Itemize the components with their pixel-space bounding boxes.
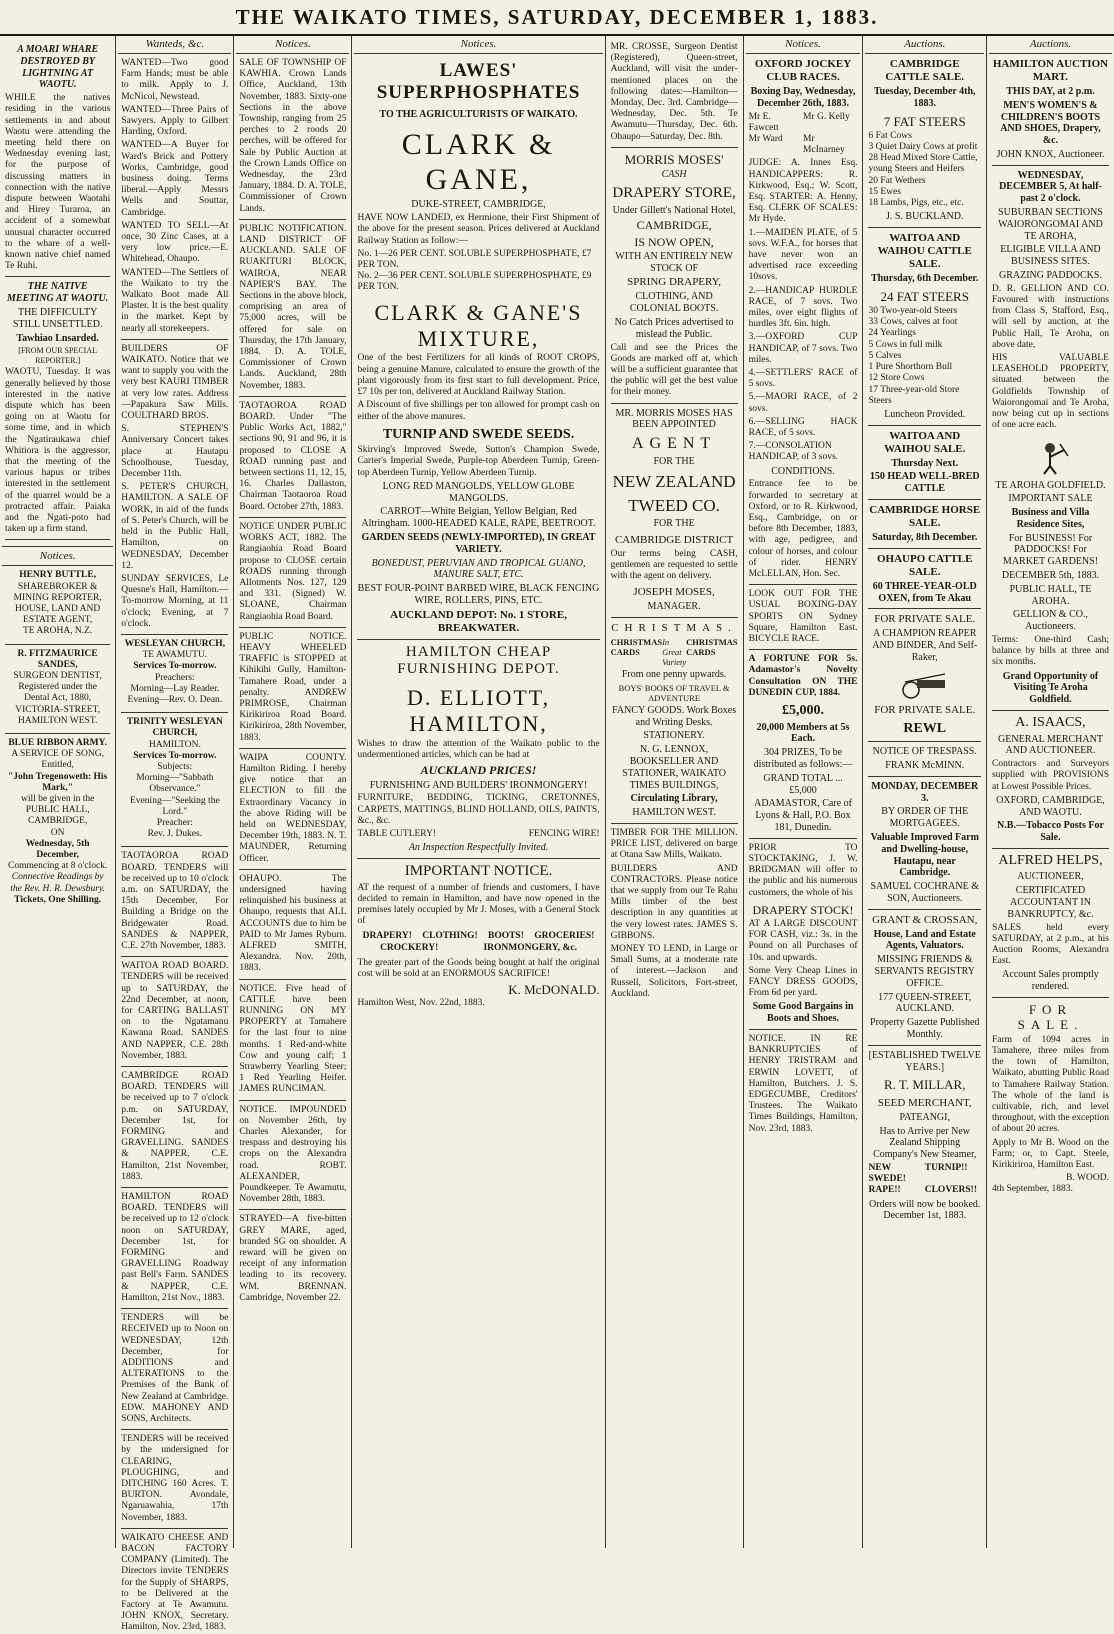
prize: £5,000. <box>782 703 825 719</box>
notices-title-4: Notices. <box>354 38 602 54</box>
column-2 <box>116 36 234 1633</box>
steers-list-0: 6 Fat Cows <box>868 130 912 141</box>
important-text: AT the request of a number of friends and customers, I have decided to remain in Hamilton, and have now opened in the premises lately occupied by Mr J. Moses, with a General Stock of <box>357 882 600 927</box>
race-5: 5.—MAORI RACE, of 2 sovs. <box>748 392 858 414</box>
trinity-6: Preacher: <box>156 817 193 828</box>
wanted-1: WANTED—Two good Farm Hands; must be able to milk. Apply to J. McNicol, Newstead. <box>121 57 229 102</box>
elliott-name: D. ELLIOTT, HAMILTON, <box>406 685 551 737</box>
story-lightning: WHILE the natives residing in the various settlements in and about Waotu were attending the meeting held there on Wednesday evening last, for the purpose of discussing matters in connection with the native dispute between Waotahi and Hirey Turaroa, an accident of a somewhat unusual character occurred to the whare of a well-known native chief named Te Ruhi. <box>5 93 111 272</box>
auctions-title-8: Auctions. <box>989 38 1112 54</box>
ryegrass: Has to Arrive per New Zealand Shipping Company's New Steamer, <box>873 1125 977 1161</box>
heading-native-meeting: THE NATIVE MEETING AT WAOTU. <box>7 281 109 305</box>
wire: BEST FOUR-POINT BARBED WIRE, BLACK FENCING WIRE, ROLLERS, PINS, ETC. <box>357 583 600 606</box>
wanted-3: WANTED—A Buyer for Ward's Brick and Pottery Works, Cambridge, good business doing. Terms liberal.—Apply Messrs Wells and Souttar, Cambridge. <box>121 140 229 218</box>
buckland-1: J. S. BUCKLAND. <box>885 211 964 223</box>
public-hall: PUBLIC HALL, TE AROHA. <box>1009 583 1092 607</box>
guano: BONEDUST, PERUVIAN AND TROPICAL GUANO, MANURE SALT, ETC. <box>371 557 586 581</box>
wanted-4: WANTED TO SELL—At once, 30 Zinc Cases, at a very low price.—E. Whitehead, Ohaupo. <box>121 220 229 265</box>
price-1: No. 1—26 PER CENT. SOLUBLE SUPERPHOSPHATE, £7 PER TON. <box>357 248 592 270</box>
ad-sandes-0: R. FITZMAURICE SANDES, <box>17 648 98 670</box>
race-1: 1.—MAIDEN PLATE, of 5 sovs. W.F.A., for horses that have never won an advertised race exceeding 10sovs. <box>748 227 858 283</box>
wesleyan-3: Preachers: <box>155 672 195 683</box>
firm-address: DUKE-STREET, CAMBRIDGE, <box>411 199 546 211</box>
ad-blue-ribbon <box>5 738 110 906</box>
terms-8: Terms: One-third Cash; balance by bills at three and six months. <box>991 635 1109 668</box>
carrot: CARROT—White Belgian, Yellow Belgian, Red Altringham. 1000-HEADED KALE, RAPE, BEETROOT. <box>361 506 596 530</box>
race-3: 3.—OXFORD CUP HANDICAP, of 7 sovs. Two miles. <box>748 332 858 365</box>
fat-steers: 7 FAT STEERS <box>883 113 966 129</box>
library: Circulating Library, <box>630 793 718 805</box>
gazette: Property Gazette Published Monthly. <box>870 1017 980 1041</box>
ad-blue-1: A SERVICE OF SONG, <box>11 749 104 760</box>
column-5 <box>606 36 744 1548</box>
firm-name: CLARK & GANE, <box>401 127 556 196</box>
ad-blue-4: will be given in the <box>20 793 95 804</box>
agent: AGENT <box>631 435 717 453</box>
private-sale-2: FOR PRIVATE SALE. <box>874 703 976 716</box>
orders: Orders will now be booked. December 1st, 1883. <box>869 1198 981 1222</box>
steers-list-1: 3 Quiet Dairy Cows at profit <box>868 142 978 153</box>
stock-word-2: BOOTS! <box>487 931 524 942</box>
fancy-goods: FANCY GOODS. Work Boxes and Writing Desks. <box>612 704 737 728</box>
tender-cambridge: CAMBRIDGE ROAD BOARD. TENDERS will be received up to 7 o'clock p.m. on SATURDAY, December 1st, for FORMING and GRAVELLING. SANDES & NAPPER, C.E. Hamilton, 21st November, 1883. <box>121 1071 229 1182</box>
trinity-2: Services To-morrow. <box>133 750 217 761</box>
for-sale: FOR SALE. <box>1017 1002 1084 1033</box>
morris-heading: MORRIS MOSES' <box>624 151 724 167</box>
boots-clothing: MEN'S WOMEN'S & CHILDREN'S BOOTS AND SHOES, Drapery, &c. <box>1000 99 1101 147</box>
column-3 <box>234 36 352 1548</box>
steers-list-2: 28 Head Mixed Store Cattle, young Steers and Heifers <box>868 153 978 175</box>
money: MONEY TO LEND, in Large or Small Sums, at a moderate rate of interest.—Jackson and Russell, Solicitors, Fort-street, Auckland. <box>610 944 738 999</box>
heading-lightning: A MOARI WHARE DESTROYED BY LIGHTNING AT WAOTU. <box>17 44 99 91</box>
steers2-2: 24 Yearlings <box>868 328 916 339</box>
reaper-engraving-icon <box>895 668 955 700</box>
turnip-heading: TURNIP AND SWEDE SEEDS. <box>382 426 575 442</box>
clothing: CLOTHING, AND COLONIAL BOOTS. <box>629 291 719 315</box>
tweed-co: TWEED CO. <box>628 495 720 515</box>
notice-public-works: NOTICE UNDER PUBLIC WORKS ACT, 1882. The Rangiaohia Road Board propose to CLOSE certain ROADS running through Allotments Nos. 127, 129 and 331. (Signed) W. SLOANE, Chairman Rangiaohia Road Board. <box>239 521 347 622</box>
drapery-stock: DRAPERY STOCK! <box>752 902 854 917</box>
steers2-4: 5 Calves <box>868 350 902 361</box>
ad-builders: BUILDERS OF WAIKATO. Notice that we want to supply you with the very best KAURI TIMBER at very low rates. Address—Papakura Saw Mills. COULTHARD BROS. <box>121 343 229 422</box>
ad-stephens: S. STEPHEN'S Anniversary Concert takes place at Hautapu Schoolhouse, Tuesday, December 11th. <box>121 424 229 480</box>
trinity-0: TRINITY WESLEYAN CHURCH, <box>126 717 223 739</box>
pateangi: PATEANGI, <box>899 1111 950 1123</box>
oxford-cambridge: OXFORD, CAMBRIDGE, AND WAOTU. <box>996 794 1105 818</box>
horse-rewl: REWL <box>903 720 947 736</box>
members: 20,000 Members at 5s Each. <box>756 721 850 745</box>
reaper: A CHAMPION REAPER AND BINDER, And Self-Raker, <box>872 628 978 663</box>
cattle-sale: CAMBRIDGE CATTLE SALE. <box>885 57 965 83</box>
sales: SALES held every SATURDAY, at 2 p.m., at his Auction Rooms, Alexandra East. <box>991 922 1109 967</box>
ironmongery: FURNISHING AND BUILDERS' IRONMONGERY! <box>369 779 588 791</box>
column-1 <box>0 36 116 1548</box>
ohaupo-sale: OHAUPO CATTLE SALE. <box>877 552 973 578</box>
stock-word-1: CLOTHING! <box>422 931 478 942</box>
ad-blue-7: Wednesday, 5th December, <box>25 838 90 860</box>
stock-word-4: CROCKERY! <box>380 942 439 953</box>
cards-row <box>611 637 738 667</box>
byline: [FROM OUR SPECIAL REPORTER.] <box>18 346 97 365</box>
columns <box>0 36 1114 1633</box>
tuesday: Tuesday, December 4th, 1883. <box>873 85 976 109</box>
prizes: 304 PRIZES, To be distributed as follows:— <box>753 747 853 770</box>
christmas: CHRISTMAS. <box>611 622 737 635</box>
seed-3: CLOVERS!! <box>924 1185 977 1196</box>
lawes-heading: LAWES' SUPERPHOSPHATES <box>376 59 581 104</box>
registry: MISSING FRIENDS & SERVANTS REGISTRY OFFICE. <box>874 954 975 989</box>
thursday-next: Thursday Next. <box>891 457 959 469</box>
wanted-2: WANTED—Three Pairs of Sawyers. Apply to Gilbert Harding, Oxford. <box>121 104 229 138</box>
fancy-dress: Some Very Cheap Lines in FANCY DRESS GOODS, From 6d per yard. <box>748 965 858 999</box>
steers2-3: 5 Cows in full milk <box>868 339 943 350</box>
apply: Apply to Mr B. Wood on the Farm; or, to Capt. Steele, Kirikiriroa, Hamilton East. <box>991 1137 1109 1170</box>
important-heading: IMPORTANT NOTICE. <box>404 862 553 879</box>
wesleyan-5: Evening—Rev. O. Dean. <box>127 694 223 705</box>
wesleyan-2: Services To-morrow. <box>133 661 217 672</box>
ad-sandes <box>5 649 110 727</box>
monday-dec3: MONDAY, DECEMBER 3. <box>871 780 979 804</box>
cash: CASH <box>661 169 687 181</box>
stewards <box>749 112 858 157</box>
saturday: Saturday, 8th December. <box>872 531 978 543</box>
fat-steers-2: 24 FAT STEERS <box>880 288 969 304</box>
adamastor-address: ADAMASTOR, Care of Lyons & Hall, P.O. Box 181, Dunedin. <box>754 798 852 833</box>
contractors: Contractors and Surveyors supplied with PROVISIONS at Lowest Possible Prices. <box>991 759 1109 792</box>
tender-clearing: TENDERS will be received by the undersigned for CLEARING, PLOUGHING, and DITCHING 160 Acres. T. BURTON. Avondale, Ngaruawahia, 17th November, 1883. <box>121 1434 229 1523</box>
masthead <box>0 0 1114 36</box>
seed-2: RAPE!! <box>868 1185 901 1196</box>
steers2-1: 33 Cows, calves at foot <box>868 317 958 328</box>
certified: CERTIFICATED ACCOUNTANT IN BANKRUPTCY, &c. <box>1007 885 1094 920</box>
seed-1: TURNIP!! <box>924 1162 968 1173</box>
wesleyan-1: TE AWAMUTU. <box>142 650 208 661</box>
goldfield: TE AROHA GOLDFIELD. <box>995 479 1106 491</box>
dec-5th: DECEMBER 5th, 1883. <box>1001 570 1100 582</box>
auctioneer: AUCTIONEER, <box>1017 871 1084 883</box>
notice-impounded: NOTICE. IMPOUNDED on November 26th, by Charles Alexander, for trespass and destroying his crops on the Alexandra road. ROBT. ALEXANDER, Poundkeeper. Te Awamutu, November 28th, 1883. <box>239 1104 347 1205</box>
ad-blue-9: Connective Readings by the Rev. H. R. Dewsbury. <box>10 872 106 894</box>
ad-sandes-1: SURGEON DENTIST, <box>13 670 102 681</box>
appointed: MR. MORRIS MOSES HAS BEEN APPOINTED <box>615 407 733 431</box>
timber: TIMBER FOR THE MILLION. PRICE LIST, delivered on barge at Otana Saw Mills, Waikato. <box>610 828 738 861</box>
mortgagees: BY ORDER OF THE MORTGAGEES. <box>881 806 969 830</box>
ad-sunday: SUNDAY SERVICES, Le Quesne's Hall, Hamilton.—To-morrow Morning, at 11 o'clock; Evening, at 7 o'clock. <box>121 573 229 629</box>
notices-title-3: Notices. <box>236 38 349 54</box>
notices-title-6: Notices. <box>746 38 861 54</box>
waitoa-sale: WAITOA AND WAIHOU CATTLE SALE. <box>877 232 972 270</box>
conditions: CONDITIONS. <box>771 465 835 477</box>
column-8 <box>987 36 1114 1548</box>
mixture-heading: CLARK & GANE'S MIXTURE, <box>374 299 583 351</box>
cambridge-word: CAMBRIDGE, <box>636 218 712 233</box>
race-2: 2.—HANDICAP HURDLE RACE, of 7 sovs. Two miles, over eight flights of hurdles 3ft. 6in. high. <box>748 285 858 330</box>
tender-waitoa: WAITOA ROAD BOARD. TENDERS will be received up to SATURDAY, the 22nd December, at noon, for CARTING BALLAST on to the Ngatamanu Kawana Road. SANDES AND NAPPER, C.E. 28th November, 1883. <box>121 961 229 1061</box>
elliott-text: Wishes to draw the attention of the Waikato public to the undermentioned articles, which can be had at <box>357 739 600 761</box>
wanteds-title: Wanteds, &c. <box>118 38 231 54</box>
steward-0: Mr E. Fawcett <box>748 111 779 133</box>
discount: AT A LARGE DISCOUNT FOR CASH, viz.: 3s. in the Pound on all Purchases of 10s. and upwards. <box>748 918 858 963</box>
queen-street: 177 QUEEN-STREET, AUCKLAND. <box>878 991 972 1015</box>
officials: JUDGE: A. Innes Esq. HANDICAPPERS: R. Kirkwood, Esq.; W. Scott, Esq. STARTER: A. Henny, Esq. CLERK OF SCALES: Mr Hyde. <box>748 158 858 225</box>
tender-taotaoroa: TAOTAOROA ROAD BOARD. TENDERS will be received up to 10 o'clock a.m. on SATURDAY, the 15th December, For Building a Bridge on the Bridgewater Road. SANDES & NAPPER, C.E. 27th November, 1883. <box>121 851 229 951</box>
trinity-1: HAMILTON. <box>148 739 201 750</box>
fencing: FENCING WIRE! <box>528 828 600 839</box>
villa-sites: ELIGIBLE VILLA AND BUSINESS SITES. <box>1000 244 1101 268</box>
ad-blue-8: Commencing at 8 o'clock. <box>7 861 108 872</box>
alfred-helps: ALFRED HELPS, <box>998 852 1103 868</box>
steers2-0: 30 Two-year-old Steers <box>868 306 958 317</box>
wood-date: 4th September, 1883. <box>991 1184 1073 1195</box>
for-business: For BUSINESS! For PADDOCKS! For MARKET GARDENS! <box>1002 532 1099 568</box>
ad-buttle <box>5 570 110 637</box>
leasehold: HIS VALUABLE LEASEHOLD PROPERTY, situated between the Goldfields Township of Waiorongomai and Te Aroha, now being cut up in sections of one acre each. <box>991 353 1109 431</box>
stock-word-3: GROCERIES! <box>534 931 595 942</box>
ad-sandes-2: Registered under the Dental Act, 1880, <box>18 682 97 704</box>
manager: MANAGER. <box>647 601 701 613</box>
trinity-3: Subjects: <box>157 761 193 772</box>
terms: Our terms being CASH, gentlemen are requested to settle with the agent on delivery. <box>610 548 738 582</box>
joseph-moses: JOSEPH MOSES, <box>633 586 715 599</box>
stock-word-5: IRONMONGERY, &c. <box>483 942 577 953</box>
ad-blue-10: Tickets, One Shilling. <box>14 894 102 905</box>
sacrifice-text: The greater part of the Goods being bought at half the original cost will be sold at an ENORMOUS SACRIFICE! <box>357 957 600 980</box>
ad-buttle-2: HOUSE, LAND AND ESTATE AGENT, <box>15 603 101 626</box>
drapery-store: DRAPERY STORE, <box>612 184 736 201</box>
mangolds: LONG RED MANGOLDS, YELLOW GLOBE MANGOLDS. <box>382 480 575 504</box>
tender-hamilton: HAMILTON ROAD BOARD. TENDERS will be received up to 12 o'clock noon on SATURDAY, December 1st, for FORMING and GRAVELLING Roadway past Bell's Farm. SANDES & NAPPER, C.E. Hamilton, 21st Nov., 1883. <box>121 1192 229 1303</box>
steward-3: Mr McInarney <box>803 133 845 156</box>
no-catch: No Catch Prices advertised to mislead the Public. <box>614 316 734 340</box>
gellion-text: D. R. GELLION AND CO. Favoured with instructions from Class S, Stafford, Esq., will sell by auction, at the Public Hall, Te Aroha, on above date, <box>991 283 1109 350</box>
notices-title: Notices. <box>2 546 113 566</box>
discount-text: A Discount of five shillings per ton allowed for prompt cash on either of the above manures. <box>357 400 600 422</box>
grant-crossan: GRANT & CROSSAN, <box>872 913 978 926</box>
boys-books: BOYS' BOOKS OF TRAVEL & ADVENTURE <box>618 682 730 703</box>
notice-taotaoroa: TAOTAOROA ROAD BOARD. Under "The Public Works Act, 1882," sections 90, 91 and 96, it is proposed to CLOSE A ROAD running past and between sections 11, 12, 15, 16. Charles Dallaston, Chairman Taotaoroa Road Board. October 27th, 1883. <box>239 400 347 512</box>
cards-2: CHRISTMAS CARDS <box>686 636 738 657</box>
notice-cattle: NOTICE. Five head of CATTLE have been RUNNING ON MY PROPERTY at Tamahere for the last four to nine months. 1 Red-and-white Cow and young calf; 1 Strawberry Yearling Steer; 1 Red Yearling Heifer. JAMES RUNCIMAN. <box>239 983 347 1095</box>
knox: JOHN KNOX, Auctioneer. <box>996 148 1105 160</box>
new-zealand: NEW ZEALAND <box>612 471 736 491</box>
miner-engraving-icon <box>1020 436 1080 476</box>
furniture-list: FURNITURE, BEDDING, TICKING, CRETONNES, CARPETS, MATTINGS, BLIND HOLLAND, OILS, PAINTS, &c., &c. <box>357 793 600 826</box>
penny: From one penny upwards. <box>621 669 727 681</box>
tender-bank: TENDERS will be RECEIVED up to Noon on WEDNESDAY, 12th December, for ADDITIONS and ALTERATIONS to the Premises of the Bank of New Zealand at Cambridge. EDW. MAHONEY AND SONS, Architects. <box>121 1313 229 1424</box>
grant-sub: House, Land and Estate Agents, Valuators. <box>873 928 976 952</box>
ad-peters: S. PETER'S CHURCH, HAMILTON. A SALE OF WORK, in aid of the funds of S. Peter's Church, will be held in the Public Hall, Hamilton, on WEDNESDAY, December 12. <box>121 482 229 571</box>
race-6: 6.—SELLING HACK RACE, of 5 sovs. <box>748 416 858 438</box>
cutlery: TABLE CUTLERY! <box>357 828 437 839</box>
lawes-sub: TO THE AGRICULTURISTS OF WAIKATO. <box>379 108 578 120</box>
trinity-5: Evening—"Seeking the Lord." <box>130 795 220 817</box>
notice-strayed: STRAYED—A five-bitten GREY MARE, aged, branded SG on shoulder. A reward will be given on receipt of any information leading to its recovery. WM. BRENNAN. Cambridge, November 22. <box>239 1214 347 1303</box>
cards-0: CHRISTMAS CARDS <box>610 636 663 657</box>
trinity-7: Rev. J. Dukes. <box>147 829 203 840</box>
turnip-text: Skirving's Improved Swede, Sutton's Champion Swede, Carter's Imperial Swede, Purple-top Aberdeen Turnip, Green-top Aberdeen Turnip, Yellow Aberdeen Turnip. <box>357 445 600 478</box>
ad-buttle-0: HENRY BUTTLE, <box>19 570 97 581</box>
trinity-4: Morning—"Sabbath Observance." <box>136 773 214 795</box>
tender-cheese: WAIKATO CHEESE AND BACON FACTORY COMPANY (Limited). The Directors invite TENDERS for the Supply of SHARPS, to be Delivered at the Factory at Te Awamutu. JOHN KNOX, Secretary. Hamilton, Nov. 23rd, 1883. <box>121 1532 229 1633</box>
bankruptcy-notice: NOTICE. IN RE BANKRUPTCIES of HENRY TRISTRAM and ERWIN LOVETT, of Hamilton, Butchers. J. S. EDGECUMBE, Creditors' Trustees. The Waikato Times Buildings, Hamilton, Nov. 23rd, 1883. <box>748 1033 858 1134</box>
race-7: 7.—CONSOLATION HANDICAP, of 3 sovs. <box>748 441 839 463</box>
stationery: STATIONERY. <box>643 730 705 742</box>
farm-text: Farm of 1094 acres in Tamahere, three miles from the town of Hamilton, Waikato, abutting Public Road to Tamahere Railway Station. The whole of the land is cultivable, rich, and level throughout, with the exception of about 20 acres. <box>991 1034 1109 1135</box>
bargains: Some Good Bargains in Boots and Shoes. <box>752 1001 854 1025</box>
horse-sale: CAMBRIDGE HORSE SALE. <box>869 504 981 529</box>
trespass: NOTICE OF TRESPASS. <box>872 746 977 758</box>
notice-kawhia: SALE OF TOWNSHIP OF KAWHIA. Crown Lands Office, Auckland, 13th November, 1883. Sixty-one Sections in the above Township, ranging from 25 perches to 2 roods 20 perches, will be offered for Sale by Public Auction at the Crown Lands Office on Wednesday, the 23rd January, 1884. D. A. TOLE, Commissioner of Crown Lands. <box>239 57 347 214</box>
grand-total: GRAND TOTAL ... £5,000 <box>763 772 843 796</box>
steers-list-4: 15 Ewes <box>868 186 901 197</box>
heading-difficulty: THE DIFFICULTY STILL UNSETTLED. <box>12 307 103 330</box>
lennox: N. G. LENNOX, BOOKSELLER AND STATIONER, WAIKATO TIMES BUILDINGS, <box>622 744 726 791</box>
private-sale: FOR PRIVATE SALE. <box>874 613 976 626</box>
inspection: An Inspection Respectfully Invited. <box>408 842 549 854</box>
important-sale: IMPORTANT SALE <box>1008 493 1093 505</box>
account-sales: Account Sales promptly rendered. <box>1002 969 1099 993</box>
under-gillett: Under Gillett's National Hotel, <box>612 204 736 216</box>
grazing: GRAZING PADDOCKS. <box>998 270 1102 282</box>
auction-mart: HAMILTON AUCTION MART. <box>992 57 1109 83</box>
wesleyan-0: WESLEYAN CHURCH, <box>124 638 226 649</box>
ad-buttle-1: SHAREBROKER & MINING REPORTER, <box>13 581 102 603</box>
ad-blue-5: PUBLIC HALL, CAMBRIDGE, <box>25 805 90 827</box>
thursday: Thursday, 6th December. <box>871 272 979 284</box>
wanted-5: WANTED—The Settlers of the Waikato to try the Walkato Boot made All Plaster. It is the best quality in the market. Kept by nearly all storekeepers. <box>121 267 229 334</box>
cambridge-district: CAMBRIDGE DISTRICT <box>614 533 734 546</box>
masthead-title: THE WAIKATO TIMES, SATURDAY, DECEMBER 1, 1883. <box>235 4 879 29</box>
builders: BUILDERS AND CONTRACTORS. Please notice that we supply from our Te Rahu Mills timber of the best description in any quantities at the very lowest rates. JAMES S. GIBBONS. <box>610 863 738 941</box>
steers2-6: 12 Store Cows <box>868 373 925 384</box>
suburban: SUBURBAN SECTIONS WAIORONGOMAI AND TE AROHA, <box>998 207 1103 242</box>
seed-merchant: SEED MERCHANT, <box>877 1096 972 1109</box>
heading-tawhiao: Tawhiao Lnsarded. <box>16 332 99 344</box>
conditions-text: Entrance fee to be forwarded to secretary at Oxford, or to R. Kirkwood, Esq., Cambridge, on or before 8th December, 1883, with age, pedigree, and colour of horses, and colour of rider. HENRY McLELLAN, Hon. Sec. <box>748 479 858 580</box>
story-native-meeting: WAOTU, Tuesday. It was generally believed by those interested in the native dispute which has been going on at Waotu for some time, and in which the Ngatiraukawa chief Whitiora is the aggressor, that the meeting of the various hapus or tribes interested in the settlement of the quarrel would be a protracted affair. Paiaka and the Ngati-poto had taken up a firm stand. <box>5 367 111 535</box>
oxford-races: OXFORD JOCKEY CLUB RACES. <box>754 57 852 83</box>
ad-trinity <box>121 717 228 840</box>
stock-words <box>357 931 599 953</box>
ad-wesleyan <box>121 639 228 706</box>
furnishing-heading: HAMILTON CHEAP FURNISHING DEPOT. <box>397 643 560 678</box>
waitoa-sale-2: WAITOA AND WAIHOU SALE. <box>884 429 966 455</box>
call-text: Call and see the Prices the Goods are marked off at, which will be a sufficient guarantee that the public will get the best value for their money. <box>610 342 738 398</box>
ad-blue-6: ON <box>50 827 65 838</box>
seed-0: NEW SWEDE! <box>868 1162 906 1185</box>
signoff: K. McDONALD. <box>508 982 600 998</box>
boxing-day: Boxing Day, Wednesday, December 26th, 1883. <box>750 85 856 109</box>
cards-1: In Great Variety <box>662 636 687 668</box>
spring-drapery: SPRING DRAPERY, <box>627 276 722 289</box>
notice-ruakituri: PUBLIC NOTIFICATION. LAND DISTRICT OF AUCKLAND. SALE OF RUAKITURI BLOCK, WAIROA, NEAR NAPIER'S BAY. The Sections in the above block, comprising an area of 75,000 acres, will be offered for sale on Thursday, the 17th January, 1884. D. A. TOLE, Commissioner of Crown Lands. Auckland, 28th November, 1883. <box>239 223 347 391</box>
price-2: No. 2—36 PER CENT. SOLUBLE SUPERPHOSPHATE, £9 PER TON. <box>357 271 592 293</box>
cattle-60: 60 THREE-YEAR-OLD OXEN, from Te Akau <box>872 580 977 604</box>
cutlery-row <box>357 829 599 840</box>
business-sites: Business and Villa Residence Sites, <box>1011 507 1090 530</box>
steward-1: Mr G. Kelly <box>803 111 850 122</box>
cattle-150: 150 HEAD WELL-BRED CATTLE <box>869 471 980 495</box>
wood: B. WOOD. <box>1066 1173 1109 1184</box>
ad-blue-2: Entitled, <box>41 760 74 771</box>
auckland-prices: AUCKLAND PRICES! <box>420 763 537 778</box>
column-7 <box>863 36 987 1548</box>
stock-word-0: DRAPERY! <box>362 931 412 942</box>
mixture-text: One of the best Fertilizers for all kinds of ROOT CROPS, being a genuine Manure, calculated to ensure the growth of the plant vigorously from its first start to full development. Price, £7 10s per ton, delivered at Auckland Railway Station. <box>357 353 600 398</box>
prior: PRIOR TO STOCKTAKING, J. W. BRIDGMAN will offer to the public and his numerous customers, the whole of his <box>748 842 858 898</box>
ad-buttle-3: TE AROHA, N.Z. <box>22 626 93 637</box>
now-open: IS NOW OPEN, <box>634 234 714 249</box>
this-day: THIS DAY, at 2 p.m. <box>1006 85 1095 97</box>
steers-list-3: 20 Fat Wethers <box>868 175 926 186</box>
garden-seeds: GARDEN SEEDS (NEWLY-IMPORTED), IN GREAT VARIETY. <box>361 532 596 555</box>
steers2-7: 17 Three-year-old Store Steers <box>868 384 960 406</box>
tobacco: N.B.—Tobacco Posts For Sale. <box>997 820 1104 844</box>
lookout: LOOK OUT FOR THE USUAL BOXING-DAY SPORTS ON Sydney Square, Hamilton East. BICYCLE RACE. <box>748 589 858 645</box>
auctions-title-7: Auctions. <box>865 38 984 54</box>
for-the: FOR THE <box>653 455 695 467</box>
steers-list-5: 18 Lambs, Pigs, etc., etc. <box>868 198 964 209</box>
wesleyan-4: Morning—Lay Reader. <box>130 683 220 694</box>
new-stock: WITH AN ENTIRELY NEW STOCK OF <box>615 250 733 274</box>
ad-blue-3: "John Tregenoweth: His Mark," <box>8 771 108 793</box>
notice-waipa: WAIPA COUNTY. Hamilton Riding. I hereby give notice that an ELECTION to fill the Extraordinary Vacancy in the above Riding will be held on WEDNESDAY, December 19th, 1883. N. T. MAUNDER, Returning Officer. <box>239 752 347 864</box>
column-6 <box>744 36 864 1548</box>
fortune: A FORTUNE FOR 5s. Adamastor's Novelty Consultation ON THE DUNEDIN CUP, 1884. <box>748 654 858 698</box>
notice-traffic: PUBLIC NOTICE. HEAVY WHEELED TRAFFIC is STOPPED at Kihikihi Gully, Hamilton-Tamahere Road, under a penalty. ANDREW PRIMROSE, Chairman Kirikiriroa Road Board. Kirikiriroa, 28th November, 1883. <box>239 631 347 743</box>
gellion-co: GELLION & CO., Auctioneers. <box>1012 609 1088 633</box>
cochrane: SAMUEL COCHRANE & SON, Auctioneers. <box>870 881 979 904</box>
luncheon: Luncheon Provided. <box>884 408 966 420</box>
seed-words <box>868 1163 981 1197</box>
steers2-5: 1 Pure Shorthorn Bull <box>868 362 953 373</box>
column-4 <box>352 36 605 1548</box>
for-the-2: FOR THE <box>653 517 695 529</box>
crosse-notice: MR. CROSSE, Surgeon Dentist (Registered), Queen-street, Auckland, will visit the under-mentioned places on the following dates:—Hamilton—Monday, Dec. 3rd. Cambridge—Wednesday, Dec. 5th. Te Awamutu—Thursday, Dec. 6th. Ohaupo—Saturday, Dec. 8th. <box>610 42 738 142</box>
grand-opportunity: Grand Opportunity of Visiting Te Aroha Goldfield. <box>1002 670 1099 706</box>
hamilton-west: HAMILTON WEST. <box>632 807 716 819</box>
firm-text: HAVE NOW LANDED, ex Hermione, their First Shipment of the above for the present season. Prices delivered at Auckland Railway Station as follow:— <box>357 213 600 246</box>
ad-sandes-3: VICTORIA-STREET, <box>15 704 101 715</box>
ad-sandes-4: HAMILTON WEST. <box>17 715 98 726</box>
mcminn: FRANK McMINN. <box>885 759 965 771</box>
valuable-farm: Valuable Improved Farm and Dwelling-house, Hautapu, near Cambridge. <box>870 831 979 879</box>
general-merchant: GENERAL MERCHANT AND AUCTIONEER. <box>998 733 1103 757</box>
ad-blue-0: BLUE RIBBON ARMY. <box>8 737 107 748</box>
steward-2: Mr Ward <box>748 133 783 144</box>
race-4: 4.—SETTLERS' RACE of 5 sovs. <box>748 367 858 390</box>
depot: AUCKLAND DEPOT: No. 1 STORE, BREAKWATER. <box>390 608 567 634</box>
isaacs: A. ISAACS, <box>1015 715 1086 731</box>
millar: R. T. MILLAR, <box>883 1077 966 1093</box>
signoff-date: Hamilton West, Nov. 22nd, 1883. <box>357 997 485 1008</box>
established: [ESTABLISHED TWELVE YEARS.] <box>868 1049 981 1073</box>
notice-ohaupo: OHAUPO. The undersigned having relinquished his business at Ohaupo, requests that ALL ACCOUNTS due to him be PAID to Mr James Ryburn. ALFRED SMITH, Alexandra. Nov. 20th, 1883. <box>239 873 347 974</box>
wednesday-dec5: WEDNESDAY, DECEMBER 5, At half-past 2 o'clock. <box>999 169 1102 205</box>
